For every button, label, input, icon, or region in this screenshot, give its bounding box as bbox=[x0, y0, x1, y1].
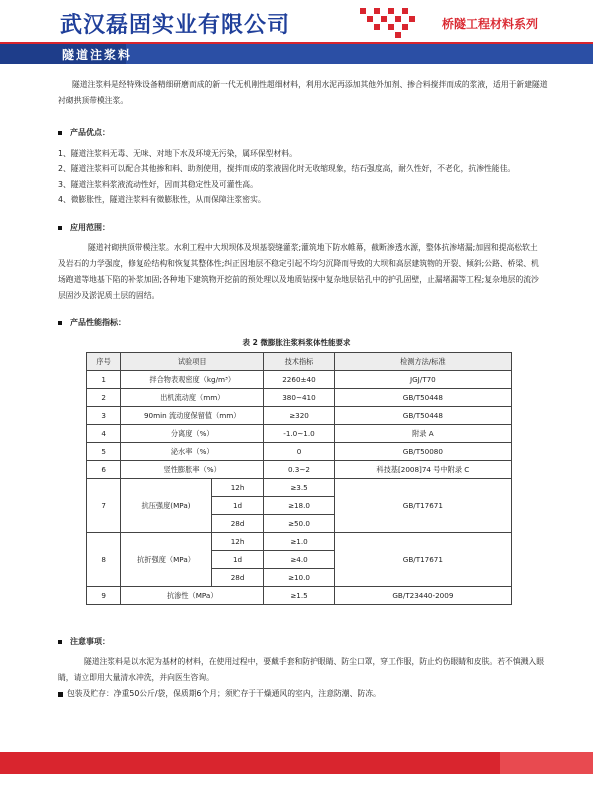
title-band bbox=[0, 44, 593, 64]
application-paragraph: 隧道衬砌拱顶带模注浆。水利工程中大坝坝体及坝基裂缝灌浆;灌筑地下防水帷幕，截断渗透水源，整体抗渗堵漏;加固和提高松软土及岩石的力学强度，修复砼结构和恢复其整体性;纠正因地层不稳定引起不均匀沉降而导致的大坝和高层建筑物的开裂、倾斜;公路、桥梁、机场跑道等地基下陷的补浆加固;各种地下建筑物开挖前的预处理以及地质钻探中复杂地层钻孔中的护孔固壁，止漏堵漏等工程;复杂地层的流沙层固沙及淤泥质土层的固结。 bbox=[58, 243, 539, 300]
table-row: 3 90min 流动度保留值（mm） ≥320 GB/T50448 bbox=[87, 407, 512, 425]
notes-heading: 注意事项： bbox=[58, 636, 110, 647]
col-header-value: 技术指标 bbox=[264, 353, 334, 371]
table-header-row bbox=[87, 353, 512, 371]
table-row: 7 抗压强度(MPa) 12h ≥3.5 GB/T17671 bbox=[87, 479, 512, 497]
application-heading: 应用范围： bbox=[58, 222, 110, 233]
col-header-item: 试验项目 bbox=[121, 353, 264, 371]
packaging-line bbox=[58, 688, 548, 699]
list-item: 1、隧道注浆料无毒、无味、对地下水及环境无污染，属环保型材料。 bbox=[58, 149, 297, 158]
table-row: 1 拌合物表观密度（kg/m³） 2260±40 JGJ/T70 bbox=[87, 371, 512, 389]
table-row: 4 分离度（%） -1.0~1.0 附录 A bbox=[87, 425, 512, 443]
notes-paragraph: 隧道注浆料是以水泥为基材的材料，在使用过程中，要戴手套和防护眼睛、防尘口罩，穿工作服，防止灼伤眼睛和皮肤。若不慎溅入眼睛，请立即用大量清水冲洗，并向医生咨询。 bbox=[58, 657, 545, 682]
col-header-method: 检测方法/标准 bbox=[334, 353, 511, 371]
table-row: 1d ≥4.0 bbox=[87, 551, 512, 569]
square-bullet-icon bbox=[58, 131, 62, 135]
performance-heading: 产品性能指标： bbox=[58, 317, 126, 328]
footer-tab bbox=[500, 752, 593, 774]
table-row: 1d ≥18.0 bbox=[87, 497, 512, 515]
square-bullet-icon bbox=[58, 692, 63, 697]
page-header bbox=[0, 0, 593, 44]
list-item: 4、微膨胀性，隧道注浆料有微膨胀性，从而保障注浆密实。 bbox=[58, 195, 266, 205]
table-row: 8 抗折强度（MPa） 12h ≥1.0 GB/T17671 bbox=[87, 533, 512, 551]
logo-mosaic bbox=[352, 4, 422, 40]
table-row: 9 抗渗性（MPa） ≥1.5 GB/T23440-2009 bbox=[87, 587, 512, 605]
square-bullet-icon bbox=[58, 640, 62, 644]
packaging-text: 包装及贮存：净重50公斤/袋，保质期6个月；须贮存于干燥通风的室内，注意防潮、防冻。 bbox=[67, 689, 381, 698]
company-name: 武汉磊固实业有限公司 bbox=[60, 13, 291, 38]
square-bullet-icon bbox=[58, 321, 62, 325]
table-row: 5 泌水率（%） 0 GB/T50080 bbox=[87, 443, 512, 461]
col-header-no: 序号 bbox=[87, 353, 121, 371]
advantages-list bbox=[58, 146, 548, 208]
performance-table bbox=[86, 352, 512, 605]
table-caption: 表 2 微膨胀注浆料浆体性能要求 bbox=[242, 338, 351, 347]
advantages-heading: 产品优点： bbox=[58, 127, 110, 138]
table-row: 6 竖性膨胀率（%） 0.3~2 科技基[2008]74 号中附录 C bbox=[87, 461, 512, 479]
list-item: 2、隧道注浆料可以配合其他掺和料、助剂使用，搅拌而成的浆液固化时无收缩现象，结石强度高，耐久性好，不老化，抗渗性能佳。 bbox=[58, 164, 516, 174]
intro-paragraph: 隧道注浆料是经特殊设备精细研磨而成的新一代无机刚性超细材料，利用水泥再添加其他外加剂、掺合料搅拌而成的浆液，适用于新建隧道衬砌拱顶带模注浆。 bbox=[58, 80, 548, 105]
list-item: 3、隧道注浆料浆液流动性好，因而其稳定性及可灌性高。 bbox=[58, 179, 258, 189]
table-row: 28d ≥10.0 bbox=[87, 569, 512, 587]
table-row: 28d ≥50.0 bbox=[87, 515, 512, 533]
table-row: 2 出机流动度（mm） 380~410 GB/T50448 bbox=[87, 389, 512, 407]
product-title: 隧道注浆料 bbox=[62, 48, 133, 62]
footer-bar bbox=[0, 752, 593, 774]
series-label: 桥隧工程材料系列 bbox=[442, 17, 539, 31]
square-bullet-icon bbox=[58, 226, 62, 230]
